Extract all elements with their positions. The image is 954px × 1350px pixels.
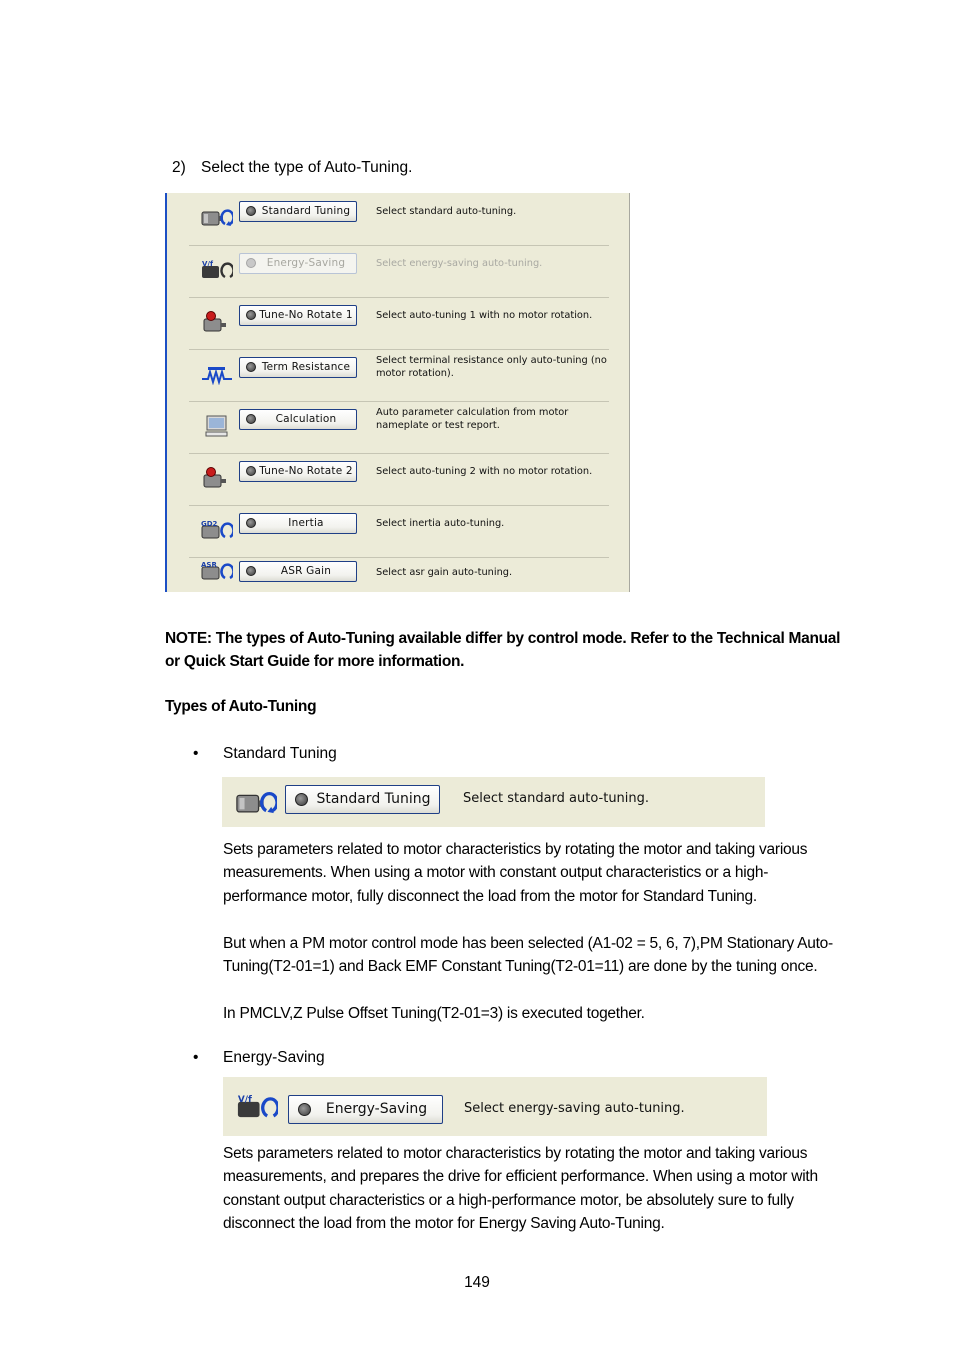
tuning-description: Select standard auto-tuning. <box>463 791 650 806</box>
tuning-description: Select energy-saving auto-tuning. <box>376 257 543 269</box>
gd2-motor-rotate-icon <box>201 519 233 541</box>
standard-tuning-paragraph: Sets parameters related to motor characteristics by rotating the motor and taking various measurements. When using a motor with constant output characteristics or a high-performance motor, fully disconnect the load from the motor for Standard Tuning. <box>223 841 808 905</box>
radio-indicator <box>246 518 256 528</box>
pm-motor-paragraph: But when a PM motor control mode has been selected (A1-02 = 5, 6, 7),PM Stationary Auto-Tuning(T2-01=1) and Back EMF Constant Tuning(T2-01=11) are done by the tuning once. <box>223 935 833 976</box>
section-title: Types of Auto-Tuning <box>165 698 317 715</box>
svg-text:V/f: V/f <box>202 260 214 268</box>
radio-indicator <box>246 566 256 576</box>
radio-indicator <box>246 258 256 268</box>
bullet-symbol: • <box>193 1049 199 1066</box>
asr-gain-button[interactable] <box>239 561 357 582</box>
term-resistance-button[interactable] <box>239 357 357 378</box>
page-number: 149 <box>464 1274 490 1291</box>
tuning-description: Select auto-tuning 2 with no motor rotation. <box>376 465 593 477</box>
button-label: Calculation <box>275 413 337 425</box>
tuning-row-no-rotate-1 <box>189 297 609 350</box>
tuning-description: Select energy-saving auto-tuning. <box>464 1101 685 1116</box>
radio-indicator <box>246 414 256 424</box>
resistance-icon <box>201 363 233 385</box>
radio-indicator <box>246 362 256 372</box>
bullet-energy-saving <box>193 1049 325 1067</box>
tuning-row-standard <box>189 193 609 246</box>
bullet-standard-tuning <box>193 745 337 763</box>
motor-rotate-icon <box>201 207 233 229</box>
tuning-row-asr-gain <box>189 555 609 592</box>
tuning-description: Select terminal resistance only auto-tuning (no motor rotation). <box>376 355 607 379</box>
tuning-description: Select standard auto-tuning. <box>376 205 517 217</box>
tuning-row-inertia <box>189 505 609 558</box>
energy-saving-button[interactable] <box>239 253 357 274</box>
button-label: Standard Tuning <box>316 791 431 807</box>
step-text: Select the type of Auto-Tuning. <box>201 159 413 176</box>
tuning-row-term-resistance <box>189 349 609 402</box>
bullet-text: Energy-Saving <box>223 1049 325 1066</box>
tuning-description: Auto parameter calculation from motor nameplate or test report. <box>376 407 569 431</box>
energy-saving-example <box>223 1077 767 1136</box>
radio-indicator <box>298 1103 311 1116</box>
standard-tuning-example <box>222 777 765 827</box>
tune-no-rotate-1-button[interactable] <box>239 305 357 326</box>
standard-tuning-button[interactable] <box>239 201 357 222</box>
motor-stop-icon <box>201 311 233 333</box>
energy-saving-button[interactable] <box>288 1095 443 1124</box>
button-label: Energy-Saving <box>266 257 346 269</box>
motor-rotate-icon <box>235 789 277 817</box>
button-label: Term Resistance <box>261 361 351 373</box>
tuning-description: Select asr gain auto-tuning. <box>376 566 513 578</box>
standard-tuning-button[interactable] <box>285 785 440 814</box>
tuning-row-no-rotate-2 <box>189 453 609 506</box>
pmclv-paragraph: In PMCLV,Z Pulse Offset Tuning(T2-01=3) is executed together. <box>223 1005 645 1022</box>
radio-indicator <box>246 310 256 320</box>
radio-indicator <box>246 206 256 216</box>
energy-saving-paragraph: Sets parameters related to motor characteristics by rotating the motor and taking various measurements, and prepares the drive for efficient performance. When using a motor with constant output characteristics or a high-performance motor, be absolutely sure to fully disconnect the load from the motor for Energy Saving Auto-Tuning. <box>223 1145 818 1233</box>
button-label: Tune-No Rotate 2 <box>259 465 353 477</box>
computer-icon <box>201 415 233 437</box>
inertia-button[interactable] <box>239 513 357 534</box>
svg-text:ASR: ASR <box>201 561 217 569</box>
tune-no-rotate-2-button[interactable] <box>239 461 357 482</box>
svg-text:GD2: GD2 <box>201 520 218 528</box>
button-label: Tune-No Rotate 1 <box>259 309 353 321</box>
vf-motor-rotate-icon <box>201 259 233 281</box>
note-text: NOTE: The types of Auto-Tuning available differ by control mode. Refer to the Technical Manual or Quick Start Guide for more information. <box>165 630 841 671</box>
tuning-row-energy-saving <box>189 245 609 298</box>
tuning-row-calculation <box>189 401 609 454</box>
button-label: Inertia <box>288 517 324 529</box>
asr-motor-rotate-icon <box>201 560 233 582</box>
svg-text:V/f: V/f <box>237 1094 252 1105</box>
tuning-description: Select auto-tuning 1 with no motor rotation. <box>376 309 593 321</box>
motor-stop-icon <box>201 467 233 489</box>
tuning-description: Select inertia auto-tuning. <box>376 517 505 529</box>
button-label: ASR Gain <box>280 565 332 577</box>
button-label: Energy-Saving <box>325 1101 428 1117</box>
step-instruction <box>172 159 412 177</box>
vf-motor-rotate-icon <box>236 1093 278 1121</box>
radio-indicator <box>295 793 308 806</box>
calculation-button[interactable] <box>239 409 357 430</box>
step-number: 2) <box>172 159 186 176</box>
button-label: Standard Tuning <box>261 205 351 217</box>
radio-indicator <box>246 466 256 476</box>
bullet-symbol: • <box>193 745 199 762</box>
tuning-selection-panel <box>165 193 630 592</box>
bullet-text: Standard Tuning <box>223 745 337 762</box>
